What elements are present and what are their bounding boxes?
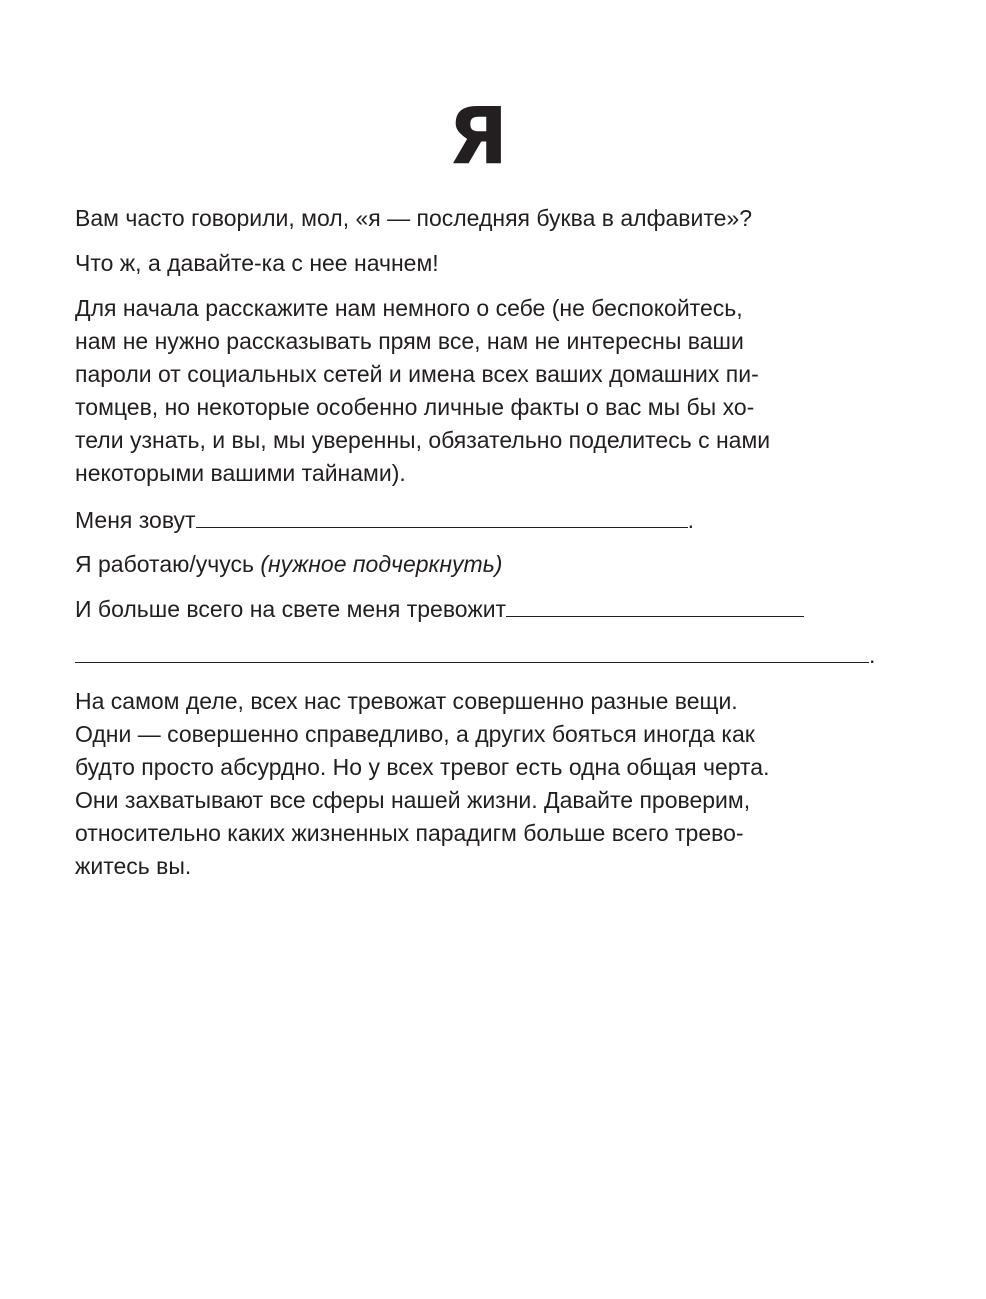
- paragraph-about-yourself: [75, 292, 905, 490]
- chapter-title: Я: [447, 92, 509, 182]
- paragraph-line: нам не нужно рассказывать прям все, нам не интересны ваши: [75, 328, 744, 354]
- name-form-row: [75, 504, 905, 537]
- work-form-row: [75, 548, 905, 581]
- worry-blank-line-2[interactable]: [75, 642, 869, 663]
- name-blank-line[interactable]: [196, 507, 688, 528]
- intro-statement: Что ж, а давайте-ка с нее начнем!: [75, 250, 439, 276]
- worry-label: И больше всего на свете меня тревожит: [75, 596, 507, 622]
- worry-form-row: [75, 593, 905, 626]
- paragraph-line: относительно каких жизненных парадигм больше всего трево-: [75, 820, 744, 846]
- paragraph-line: пароли от социальных сетей и имена всех ваших домашних пи-: [75, 361, 759, 387]
- paragraph-line: Они захватывают все сферы нашей жизни. Давайте проверим,: [75, 787, 751, 813]
- paragraph-line: житесь вы.: [75, 853, 192, 879]
- intro-question: Вам часто говорили, мол, «я — последняя буква в алфавите»?: [75, 205, 753, 231]
- name-end-period: .: [687, 507, 694, 533]
- worry-form-row-2: [75, 639, 905, 672]
- paragraph-line: некоторыми вашими тайнами).: [75, 460, 406, 486]
- paragraph-about-worries: [75, 685, 905, 883]
- paragraph-line: Для начала расскажите нам немного о себе (не беспокойтесь,: [75, 295, 743, 321]
- work-label: Я работаю/учусь: [75, 551, 254, 577]
- paragraph-line: томцев, но некоторые особенно личные факты о вас мы бы хо-: [75, 394, 755, 420]
- work-hint: (нужное подчеркнуть): [260, 551, 503, 577]
- paragraph-line: Одни — совершенно справедливо, а других бояться иногда как: [75, 721, 755, 747]
- name-label: Меня зовут: [75, 507, 196, 533]
- paragraph-line: На самом деле, всех нас тревожат совершенно разные вещи.: [75, 688, 738, 714]
- worry-blank-line-1[interactable]: [506, 596, 804, 617]
- paragraph-line: тели узнать, и вы, мы уверенны, обязательно поделитесь с нами: [75, 427, 771, 453]
- paragraph-line: будто просто абсурдно. Но у всех тревог есть одна общая черта.: [75, 754, 770, 780]
- worry-end-period: .: [869, 642, 876, 668]
